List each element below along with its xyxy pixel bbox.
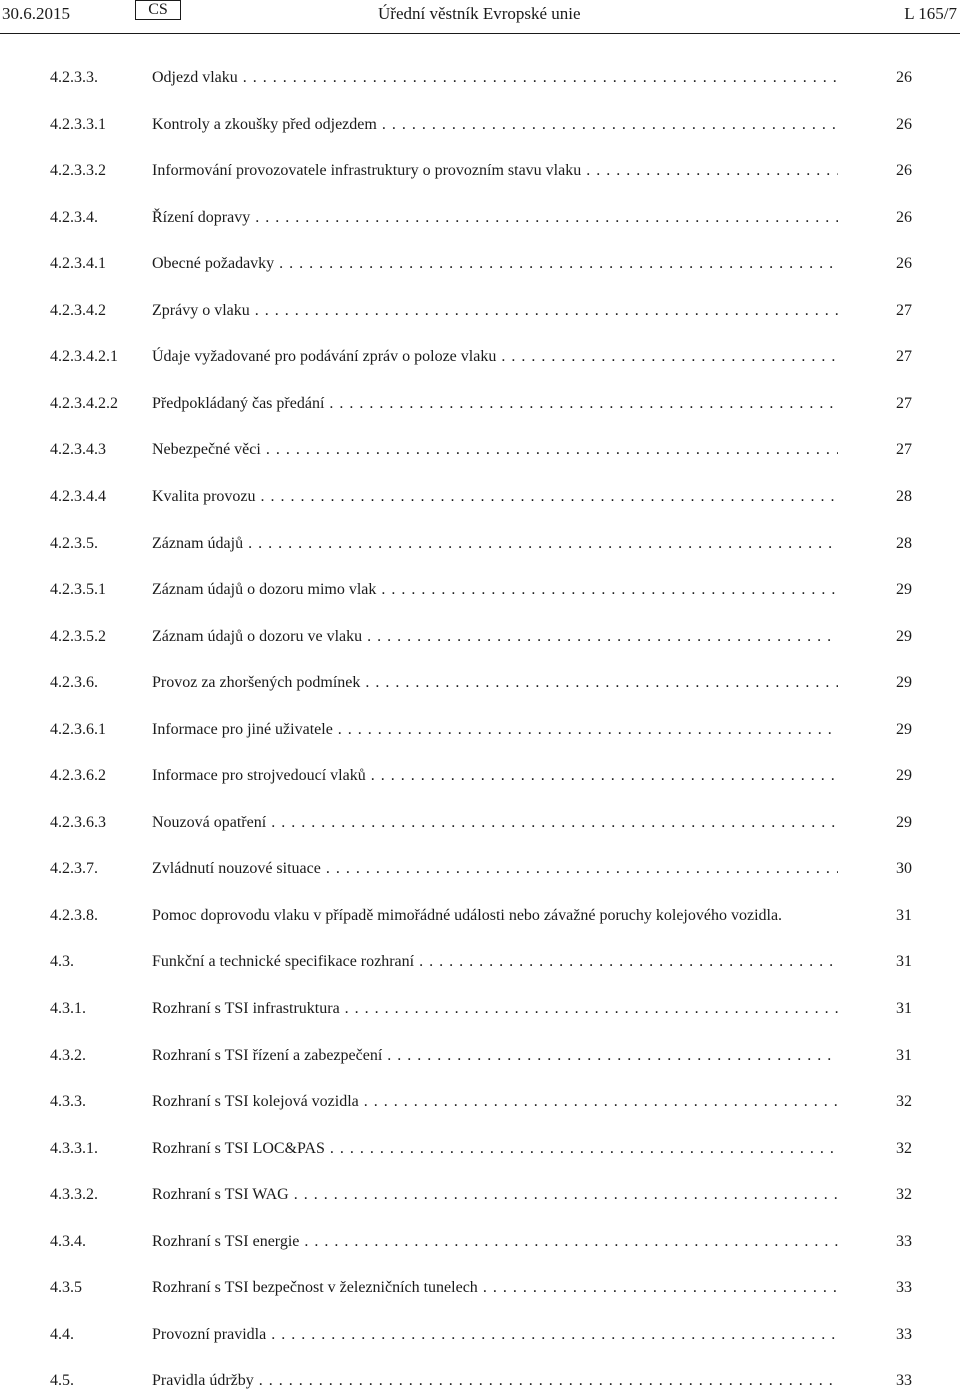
toc-entry-page: 26 bbox=[896, 69, 912, 86]
toc-entry-title: Rozhraní s TSI kolejová vozidla . . . bbox=[152, 1091, 838, 1113]
toc-entry-number: 4.2.3.4.2.1 bbox=[50, 348, 118, 365]
toc-entry-title: Rozhraní s TSI infrastruktura . . . bbox=[152, 998, 838, 1020]
toc-entry-title: Nouzová opatření . . . bbox=[152, 812, 838, 834]
toc-entry[interactable] bbox=[50, 346, 912, 368]
toc-entry-page: 32 bbox=[896, 1186, 912, 1203]
toc-entry-number: 4.3.4. bbox=[50, 1233, 86, 1250]
toc-entry-page: 28 bbox=[896, 535, 912, 552]
toc-entry-page: 29 bbox=[896, 767, 912, 784]
toc-entry-number: 4.3.3. bbox=[50, 1093, 86, 1110]
toc-entry[interactable] bbox=[50, 1184, 912, 1206]
toc-entry-page: 31 bbox=[896, 1047, 912, 1064]
toc-entry[interactable] bbox=[50, 1324, 912, 1346]
toc-entry-title: Záznam údajů o dozoru mimo vlak . . . bbox=[152, 579, 838, 601]
toc-entry-title: Řízení dopravy . . . bbox=[152, 207, 838, 229]
language-badge: CS bbox=[135, 0, 181, 20]
toc-entry-number: 4.3.2. bbox=[50, 1047, 86, 1064]
toc-entry[interactable] bbox=[50, 1370, 912, 1392]
toc-entry-number: 4.2.3.6. bbox=[50, 674, 98, 691]
toc-entry-title: Pravidla údržby . . . bbox=[152, 1370, 838, 1392]
toc-entry-page: 29 bbox=[896, 814, 912, 831]
toc-entry[interactable] bbox=[50, 67, 912, 89]
toc-entry-page: 27 bbox=[896, 348, 912, 365]
toc-entry-page: 29 bbox=[896, 581, 912, 598]
toc-entry[interactable] bbox=[50, 1091, 912, 1113]
publication-date: 30.6.2015 bbox=[2, 4, 70, 23]
toc-entry-title: Údaje vyžadované pro podávání zpráv o poloze vlaku . . . bbox=[152, 346, 838, 368]
toc-entry-title: Pomoc doprovodu vlaku v případě mimořádné události nebo závažné poruchy kolejového vozidla. bbox=[152, 907, 783, 924]
toc-entry-title: Odjezd vlaku . . . bbox=[152, 67, 838, 89]
toc-entry-title: Rozhraní s TSI řízení a zabezpečení . . . bbox=[152, 1045, 838, 1067]
toc-entry-title: Záznam údajů o dozoru ve vlaku . . . bbox=[152, 626, 838, 648]
toc-entry[interactable] bbox=[50, 672, 912, 694]
toc-entry-title: Nebezpečné věci . . . bbox=[152, 439, 838, 461]
toc-entry[interactable] bbox=[50, 998, 912, 1020]
toc-entry[interactable] bbox=[50, 626, 912, 648]
toc-entry[interactable] bbox=[50, 1277, 912, 1299]
toc-entry-page: 31 bbox=[896, 1000, 912, 1017]
toc-entry-page: 26 bbox=[896, 162, 912, 179]
toc-entry-title: Rozhraní s TSI WAG . . . bbox=[152, 1184, 838, 1206]
toc-entry[interactable] bbox=[50, 1231, 912, 1253]
toc-entry[interactable] bbox=[50, 253, 912, 275]
toc-entry-number: 4.2.3.5.1 bbox=[50, 581, 106, 598]
toc-entry-page: 26 bbox=[896, 116, 912, 133]
toc-entry-page: 31 bbox=[896, 907, 912, 924]
journal-title: Úřední věstník Evropské unie bbox=[378, 4, 581, 23]
toc-entry-title: Záznam údajů . . . bbox=[152, 533, 838, 555]
toc-entry-title: Zvládnutí nouzové situace . . . bbox=[152, 858, 838, 880]
toc-entry[interactable] bbox=[50, 486, 912, 508]
toc-entry-title: Provoz za zhoršených podmínek . . . bbox=[152, 672, 838, 694]
toc-entry-page: 28 bbox=[896, 488, 912, 505]
toc-entry-number: 4.2.3.3.1 bbox=[50, 116, 106, 133]
toc-entry-page: 33 bbox=[896, 1233, 912, 1250]
toc-entry-number: 4.2.3.3.2 bbox=[50, 162, 106, 179]
toc-entry-title: Informace pro jiné uživatele . . . bbox=[152, 719, 838, 741]
toc-entry[interactable] bbox=[50, 579, 912, 601]
toc-entry-number: 4.2.3.8. bbox=[50, 907, 98, 924]
toc-entry-number: 4.2.3.4.3 bbox=[50, 441, 106, 458]
toc-entry-page: 33 bbox=[896, 1372, 912, 1389]
toc-entry-title: Rozhraní s TSI energie . . . bbox=[152, 1231, 838, 1253]
toc-entry-title: Informování provozovatele infrastruktury o provozním stavu vlaku . . . bbox=[152, 160, 838, 182]
toc-entry-number: 4.2.3.4.4 bbox=[50, 488, 106, 505]
toc-entry-title: Kontroly a zkoušky před odjezdem . . . bbox=[152, 114, 838, 136]
page-reference: L 165/7 bbox=[904, 4, 957, 23]
toc-entry[interactable] bbox=[50, 160, 912, 182]
toc-entry[interactable] bbox=[50, 439, 912, 461]
toc-entry-title: Funkční a technické specifikace rozhraní . . . bbox=[152, 951, 838, 973]
toc-entry-page: 26 bbox=[896, 209, 912, 226]
toc-entry-page: 32 bbox=[896, 1140, 912, 1157]
toc-entry-page: 32 bbox=[896, 1093, 912, 1110]
toc-entry-page: 29 bbox=[896, 721, 912, 738]
toc-entry-number: 4.3.5 bbox=[50, 1279, 82, 1296]
toc-entry[interactable] bbox=[50, 719, 912, 741]
toc-entry[interactable] bbox=[50, 207, 912, 229]
toc-entry-title: Předpokládaný čas předání . . . bbox=[152, 393, 838, 415]
toc-entry-number: 4.4. bbox=[50, 1326, 74, 1343]
toc-entry-title: Provozní pravidla . . . bbox=[152, 1324, 838, 1346]
toc-entry[interactable] bbox=[50, 533, 912, 555]
toc-entry-number: 4.2.3.4.2.2 bbox=[50, 395, 118, 412]
toc-entry-page: 29 bbox=[896, 674, 912, 691]
toc-entry[interactable] bbox=[50, 951, 912, 973]
toc-entry-page: 30 bbox=[896, 860, 912, 877]
toc-entry-number: 4.3.1. bbox=[50, 1000, 86, 1017]
toc-entry-title: Rozhraní s TSI bezpečnost v železničních tunelech . . . bbox=[152, 1277, 838, 1299]
toc-entry-number: 4.2.3.5. bbox=[50, 535, 98, 552]
toc-entry-title: Zprávy o vlaku . . . bbox=[152, 300, 838, 322]
toc-entry-number: 4.3. bbox=[50, 953, 74, 970]
toc-entry-number: 4.2.3.6.1 bbox=[50, 721, 106, 738]
toc-entry[interactable] bbox=[50, 1138, 912, 1160]
toc-entry-number: 4.2.3.6.3 bbox=[50, 814, 106, 831]
toc-entry[interactable] bbox=[50, 114, 912, 136]
toc-entry-page: 27 bbox=[896, 302, 912, 319]
toc-entry-number: 4.2.3.4.2 bbox=[50, 302, 106, 319]
toc-entry-number: 4.2.3.7. bbox=[50, 860, 98, 877]
toc-entry-number: 4.2.3.6.2 bbox=[50, 767, 106, 784]
toc-entry-title: Informace pro strojvedoucí vlaků . . . bbox=[152, 765, 838, 787]
header-divider bbox=[0, 33, 960, 34]
toc-entry-page: 27 bbox=[896, 441, 912, 458]
toc-entry[interactable] bbox=[50, 765, 912, 787]
toc-entry-number: 4.3.3.2. bbox=[50, 1186, 98, 1203]
toc-entry-page: 29 bbox=[896, 628, 912, 645]
toc-entry-title: Kvalita provozu . . . bbox=[152, 486, 838, 508]
toc-entry-number: 4.2.3.3. bbox=[50, 69, 98, 86]
toc-entry[interactable] bbox=[50, 858, 912, 880]
toc-entry[interactable] bbox=[50, 393, 912, 415]
toc-entry-page: 31 bbox=[896, 953, 912, 970]
toc-entry[interactable] bbox=[50, 1045, 912, 1067]
toc-entry-page: 26 bbox=[896, 255, 912, 272]
toc-entry-number: 4.2.3.5.2 bbox=[50, 628, 106, 645]
toc-entry[interactable] bbox=[50, 300, 912, 322]
toc-entry-page: 33 bbox=[896, 1279, 912, 1296]
toc-entry-title: Obecné požadavky . . . bbox=[152, 253, 838, 275]
toc-entry-number: 4.3.3.1. bbox=[50, 1140, 98, 1157]
toc-entry-page: 27 bbox=[896, 395, 912, 412]
toc-entry-page: 33 bbox=[896, 1326, 912, 1343]
toc-entry-title: Rozhraní s TSI LOC&PAS . . . bbox=[152, 1138, 838, 1160]
page-header bbox=[0, 0, 960, 34]
toc-entry-number: 4.2.3.4.1 bbox=[50, 255, 106, 272]
toc-entry-number: 4.2.3.4. bbox=[50, 209, 98, 226]
toc-entry-number: 4.5. bbox=[50, 1372, 74, 1389]
toc-entry[interactable] bbox=[50, 812, 912, 834]
toc-entry[interactable] bbox=[50, 905, 912, 927]
